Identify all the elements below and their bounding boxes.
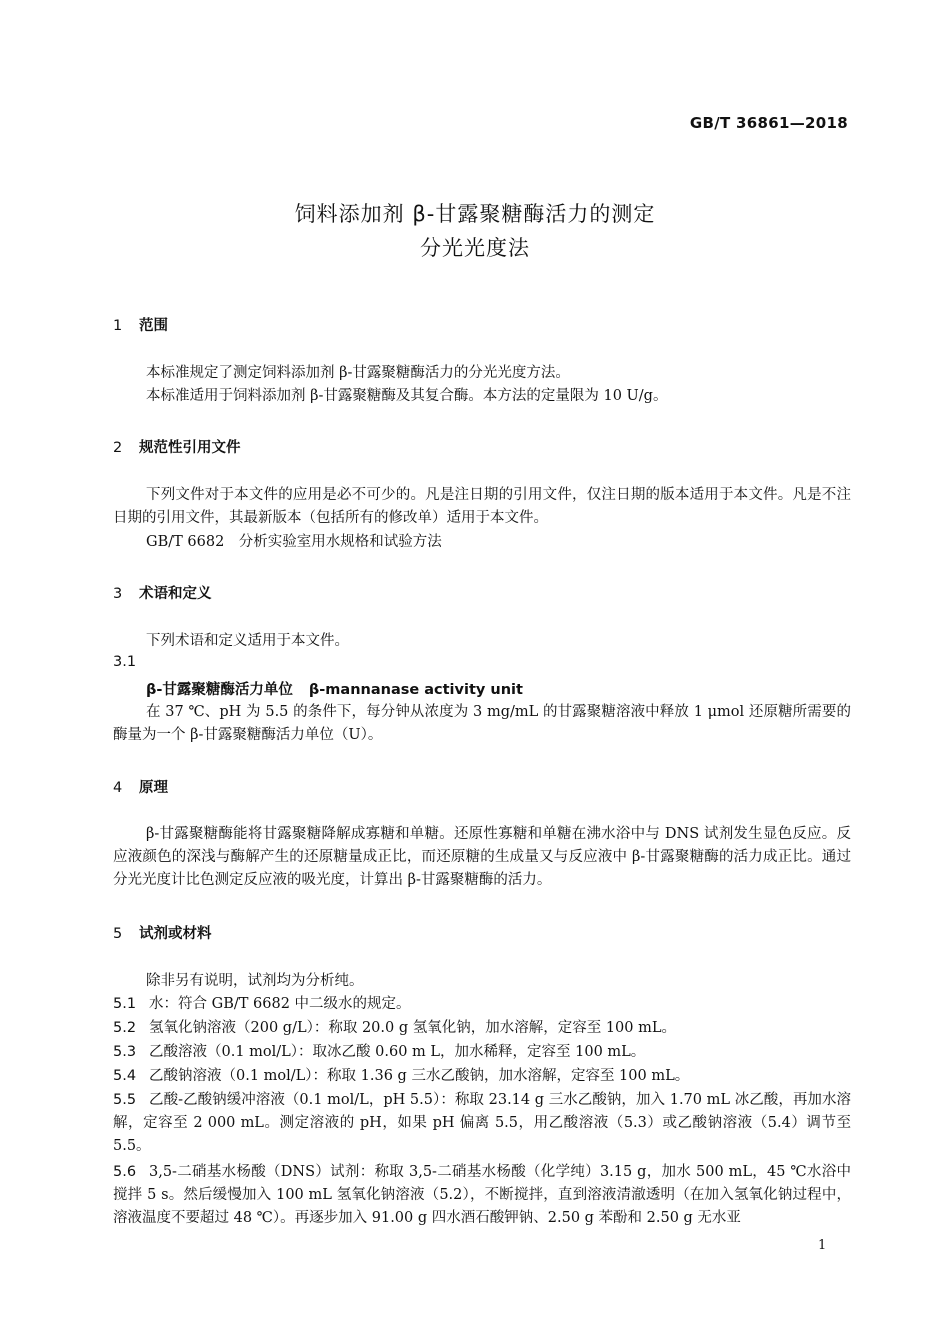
reagent-item <box>113 1017 851 1040</box>
section-title: 规范性引用文件 <box>139 440 241 456</box>
section-number: 1 <box>113 318 123 334</box>
reference-entry: GB/T 6682 分析实验室用水规格和试验方法 <box>146 534 442 550</box>
item-text: 3,5-二硝基水杨酸（DNS）试剂：称取 3,5-二硝基水杨酸（化学纯）3.15 g，加水 500 mL，45 ℃水浴中搅拌 5 s。然后缓慢加入 100 mL 氢氧化钠溶液（5.2），不断搅拌，直到溶液清澈透明（在加入氢氧化钠过程中，溶液温度不要超过 48 ℃）。再逐步加入 91.00 g 四水酒石酸钾钠、2.50 g 苯酚和 2.50 g 无水亚 <box>113 1164 851 1226</box>
term-definition: 在 37 ℃、pH 为 5.5 的条件下，每分钟从浓度为 3 mg/mL 的甘露聚糖溶液中释放 1 μmol 还原糖所需要的酶量为一个 β-甘露聚糖酶活力单位（U）。 <box>113 704 851 743</box>
item-number: 5.1 <box>113 996 137 1012</box>
section-heading-scope <box>113 314 168 335</box>
section-heading-principle <box>113 776 168 797</box>
reagent-item <box>113 1089 851 1158</box>
section-title: 试剂或材料 <box>139 926 212 942</box>
paragraph: 下列术语和定义适用于本文件。 <box>146 633 349 649</box>
paragraph: 下列文件对于本文件的应用是必不可少的。凡是注日期的引用文件，仅注日期的版本适用于本文件。凡是不注日期的引用文件，其最新版本（包括所有的修改单）适用于本文件。 <box>113 487 851 526</box>
document-title-line2: 分光光度法 <box>420 236 530 260</box>
section-heading-terms <box>113 582 212 603</box>
item-number: 5.4 <box>113 1068 137 1084</box>
paragraph: 本标准适用于饲料添加剂 β-甘露聚糖酶及其复合酶。本方法的定量限为 10 U/g。 <box>146 388 668 404</box>
item-text: 水：符合 GB/T 6682 中二级水的规定。 <box>149 996 411 1012</box>
reagent-item <box>113 1041 851 1064</box>
section-heading-normative-references <box>113 436 241 457</box>
paragraph: 除非另有说明，试剂均为分析纯。 <box>146 973 364 989</box>
section-number: 5 <box>113 926 123 942</box>
section-title: 范围 <box>139 318 168 334</box>
reagent-item <box>113 1065 851 1088</box>
page-number: 1 <box>818 1238 827 1253</box>
section-number: 3 <box>113 586 123 602</box>
term-entry <box>146 678 523 699</box>
reagent-item <box>113 1161 851 1230</box>
standard-number: GB/T 36861—2018 <box>689 114 848 132</box>
item-number: 5.2 <box>113 1020 137 1036</box>
document-title-line1: 饲料添加剂 β-甘露聚糖酶活力的测定 <box>294 202 656 226</box>
reagent-item <box>113 993 851 1016</box>
item-number: 5.5 <box>113 1092 137 1108</box>
section-number: 2 <box>113 440 123 456</box>
paragraph: β-甘露聚糖酶能将甘露聚糖降解成寡糖和单糖。还原性寡糖和单糖在沸水浴中与 DNS 试剂发生显色反应。反应液颜色的深浅与酶解产生的还原糖量成正比，而还原糖的生成量又与反应液中 β-甘露聚糖酶的活力成正比。通过分光光度计比色测定反应液的吸光度，计算出 β-甘露聚糖酶的活力。 <box>113 826 851 888</box>
item-text: 乙酸溶液（0.1 mol/L）：取冰乙酸 0.60 m L，加水稀释，定容至 100 mL。 <box>149 1044 646 1060</box>
item-number: 5.3 <box>113 1044 137 1060</box>
section-title: 术语和定义 <box>139 586 212 602</box>
section-title: 原理 <box>139 780 168 796</box>
term-english: β-mannanase activity unit <box>308 682 523 698</box>
item-text: 乙酸-乙酸钠缓冲溶液（0.1 mol/L，pH 5.5）：称取 23.14 g 三水乙酸钠，加入 1.70 mL 冰乙酸，再加水溶解，定容至 2 000 mL。测定溶液的 pH，如果 pH 偏离 5.5，用乙酸溶液（5.3）或乙酸钠溶液（5.4）调节至 5.5。 <box>113 1092 851 1154</box>
item-number: 5.6 <box>113 1164 137 1180</box>
item-text: 乙酸钠溶液（0.1 mol/L）：称取 1.36 g 三水乙酸钠，加水溶解，定容至 100 mL。 <box>149 1068 690 1084</box>
item-text: 氢氧化钠溶液（200 g/L）：称取 20.0 g 氢氧化钠，加水溶解，定容至 100 mL。 <box>149 1020 676 1036</box>
term-chinese: β-甘露聚糖酶活力单位 <box>146 682 293 698</box>
paragraph: 本标准规定了测定饲料添加剂 β-甘露聚糖酶活力的分光光度方法。 <box>146 365 570 381</box>
section-number: 4 <box>113 780 123 796</box>
term-number: 3.1 <box>113 654 137 670</box>
section-heading-reagents <box>113 922 212 943</box>
